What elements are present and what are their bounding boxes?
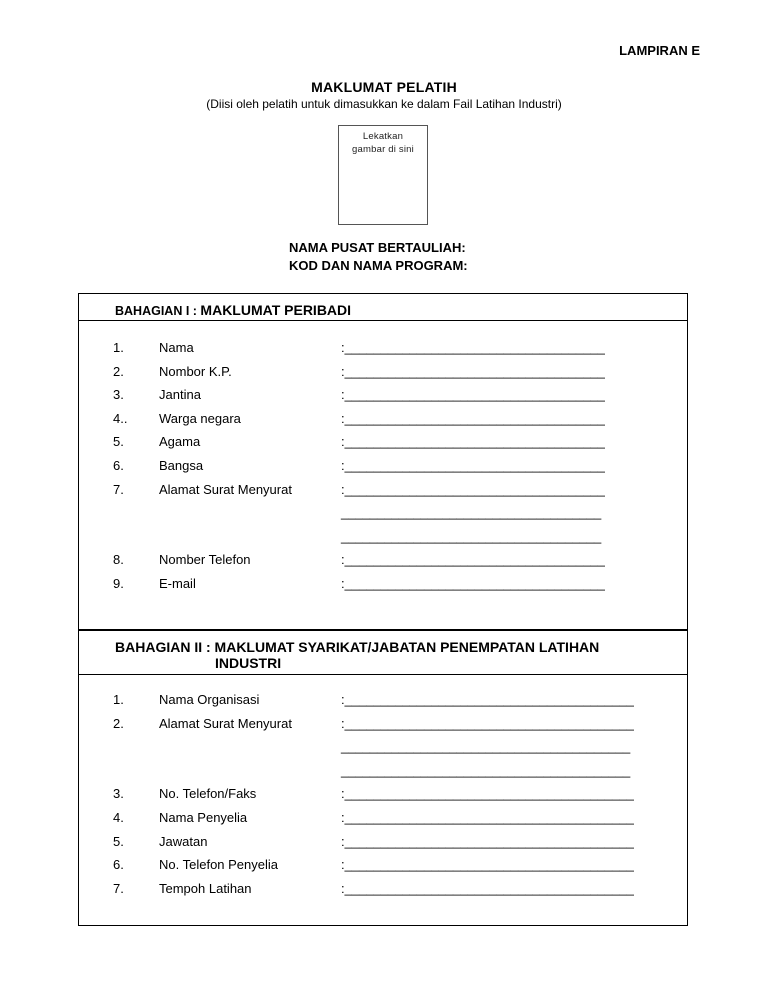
row-number: 7. [113,880,124,896]
fill-in-line[interactable]: ____________________________________ [341,528,602,544]
centre-info [289,239,468,275]
photo-placeholder[interactable] [338,125,428,225]
row-number: 4. [113,810,124,825]
row-number: 5. [113,434,124,450]
row-number: 7. [113,481,124,497]
section-personal-info [78,293,688,630]
row-number: 1. [113,692,124,707]
field-label: Nombor K.P. [159,363,232,379]
fill-in-line[interactable]: :________________________________________ [341,810,634,825]
form-row [79,857,687,875]
fill-in-line[interactable]: :____________________________________ [341,434,605,450]
section-company-header [79,631,687,675]
program-label: KOD DAN NAMA PROGRAM: [289,258,468,273]
field-label: Jantina [159,387,201,403]
fill-in-line[interactable]: ____________________________________ [341,505,602,521]
form-row [79,763,687,781]
fill-in-line[interactable]: :____________________________________ [341,552,605,568]
section-company-info [78,630,688,926]
field-label: No. Telefon Penyelia [159,857,279,873]
field-label: Nomber Telefon [159,552,251,568]
row-number: 6. [113,458,124,473]
row-number: 5. [113,833,124,849]
row-number: 8. [113,552,124,568]
field-label: Bangsa [159,458,204,473]
appendix-label: LAMPIRAN E [619,43,700,58]
section-personal-header [79,294,687,321]
row-number: 3. [113,786,124,802]
section-company-title-line2: INDUSTRI [215,655,282,671]
field-label: Alamat Surat Menyurat [159,715,292,731]
section-company-title-line1: BAHAGIAN II : MAKLUMAT SYARIKAT/JABATAN PENEMPATAN LATIHAN [115,639,600,655]
fill-in-line[interactable]: ________________________________________ [341,739,631,755]
form-row [79,340,687,358]
field-label: Jawatan [159,833,208,849]
form-row [79,716,687,734]
row-number: 2. [113,715,124,731]
row-number: 9. [113,576,124,591]
photo-instruction-line2: gambar di sini [352,144,414,155]
form-row [79,458,687,476]
fill-in-line[interactable]: :____________________________________ [341,363,605,379]
form-row [79,810,687,828]
field-label: E-mail [159,576,196,591]
form-row [79,387,687,405]
row-number: 1. [113,340,124,355]
form-row [79,576,687,594]
centre-name-label: NAMA PUSAT BERTAULIAH: [289,240,466,255]
form-title: MAKLUMAT PELATIH [311,79,457,95]
fill-in-line[interactable]: :________________________________________ [341,786,634,802]
photo-instruction-line1: Lekatkan [362,131,404,142]
section-personal-prefix: BAHAGIAN I : [115,304,201,318]
field-label: Tempoh Latihan [159,880,252,896]
field-label: Nama Organisasi [159,692,260,707]
fill-in-line[interactable]: :________________________________________ [341,857,634,873]
field-label: Alamat Surat Menyurat [159,481,292,497]
fill-in-line[interactable]: :________________________________________ [341,880,634,896]
fill-in-line[interactable]: :____________________________________ [341,340,605,355]
form-row [79,482,687,500]
form-row [79,529,687,547]
fill-in-line[interactable]: ________________________________________ [341,762,631,778]
form-row [79,411,687,429]
form-row [79,786,687,804]
field-label: Nama Penyelia [159,810,248,825]
fill-in-line[interactable]: :________________________________________ [341,833,634,849]
fill-in-line[interactable]: :____________________________________ [341,458,605,473]
form-row [79,364,687,382]
field-label: Warga negara [159,410,241,426]
section-personal-title: MAKLUMAT PERIBADI [200,302,352,318]
row-number: 6. [113,857,124,873]
fill-in-line[interactable]: :____________________________________ [341,481,605,497]
field-label: No. Telefon/Faks [159,786,257,802]
form-row [79,881,687,899]
fill-in-line[interactable]: :____________________________________ [341,410,605,426]
form-row [79,552,687,570]
row-number: 2. [113,363,124,379]
row-number: 3. [113,387,124,403]
form-row [79,505,687,523]
row-number: 4.. [113,410,128,426]
field-label: Agama [159,434,201,450]
form-row [79,434,687,452]
fill-in-line[interactable]: :____________________________________ [341,576,605,591]
form-row [79,739,687,757]
fill-in-line[interactable]: :________________________________________ [341,692,634,707]
form-row [79,692,687,710]
fill-in-line[interactable]: :____________________________________ [341,387,605,403]
form-subtitle: (Diisi oleh pelatih untuk dimasukkan ke dalam Fail Latihan Industri) [206,97,562,111]
field-label: Nama [159,340,194,355]
form-row [79,834,687,852]
fill-in-line[interactable]: :________________________________________ [341,715,634,731]
